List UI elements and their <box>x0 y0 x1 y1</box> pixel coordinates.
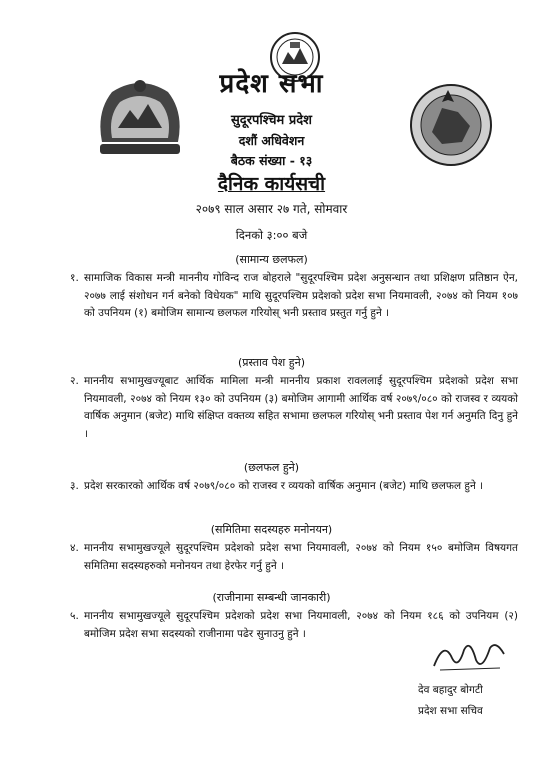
meeting-number: बैठक संख्या - १३ <box>230 153 313 168</box>
agenda-item-text: माननीय सभामुखज्यूले सुदूरपश्चिम प्रदेशको प्रदेश सभा नियमावली, २०७४ को नियम १५० बमोजिम विषयगत समितिमा सदस्यहरुको मनोनयन तथा हेरफेर गर्नु हुने । <box>84 542 518 572</box>
signatory-designation: प्रदेश सभा सचिव <box>418 705 483 717</box>
agenda-item-number: ५. <box>70 610 79 622</box>
section-heading: (प्रस्ताव पेश हुने) <box>237 356 306 369</box>
section-heading: (सामान्य छलफल) <box>235 253 308 266</box>
agenda-item-number: ४. <box>70 542 79 554</box>
agenda-item <box>70 373 518 443</box>
assembly-title: प्रदेश सभा <box>219 69 324 99</box>
handwritten-signature <box>430 636 510 676</box>
agenda-item-number: २. <box>70 375 79 387</box>
agenda-item-number: १. <box>70 272 79 284</box>
agenda-item-text: माननीय सभामुखज्यूले सुदूरपश्चिम प्रदेशको प्रदेश सभा नियमावली, २०७४ को नियम १८६ को उपनियम (२) बमोजिम प्रदेश सभा सदस्यको राजीनामा पढेर सुनाउनु हुने । <box>84 610 518 640</box>
province-name: सुदूरपश्चिम प्रदेश <box>231 113 312 128</box>
agenda-item-text: सामाजिक विकास मन्त्री माननीय गोविन्द राज बोहराले "सुदूरपश्चिम प्रदेश अनुसन्धान तथा प्रशिक्षण प्रतिष्ठान ऐन, २०७७ लाई संशोधन गर्न बनेको विधेयक" माथि सुदूरपश्चिम प्रदेशको प्रदेश सभा नियमावली, २०७४ को नियम १०७ को उपनियम (१) बमोजिम सामान्य छलफल गरियोस् भनी प्रस्ताव प्रस्तुत गर्नु हुने । <box>84 272 518 319</box>
agenda-item <box>70 478 518 496</box>
agenda-item-text: माननीय सभामुखज्यूबाट आर्थिक मामिला मन्त्री माननीय प्रकाश रावललाई सुदूरपश्चिम प्रदेशको प्रदेश सभा नियमावली, २०७४ को नियम १३० को उपनियम (३) बमोजिम आगामी आर्थिक वर्ष २०७९/०८० को राजस्व र व्ययको वार्षिक अनुमान (बजेट) माथि संक्षिप्त वक्तव्य सहित सभामा छलफल गरियोस् भनी प्रस्ताव पेश गर्न अनुमति दिनु हुने । <box>84 375 518 440</box>
section-heading: (छलफल हुने) <box>243 461 300 474</box>
signatory-name: देव बहादुर बोगटी <box>418 684 483 696</box>
agenda-item <box>70 270 518 323</box>
agenda-item <box>70 540 518 575</box>
document-title: दैनिक कार्यसची <box>217 173 326 195</box>
meeting-time: दिनको ३:०० बजे <box>235 228 308 242</box>
agenda-item-text: प्रदेश सरकारको आर्थिक वर्ष २०७९/०८० को राजस्व र व्ययको वार्षिक अनुमान (बजेट) माथि छलफल हुने । <box>84 480 484 492</box>
session-label: दशौं अधिवेशन <box>238 133 305 148</box>
agenda-item-number: ३. <box>70 480 79 492</box>
meeting-date: २०७९ साल असार २७ गते, सोमवार <box>195 202 348 216</box>
section-heading: (समितिमा सदस्यहरु मनोनयन) <box>210 523 333 536</box>
section-heading: (राजीनामा सम्बन्धी जानकारी) <box>212 591 331 604</box>
